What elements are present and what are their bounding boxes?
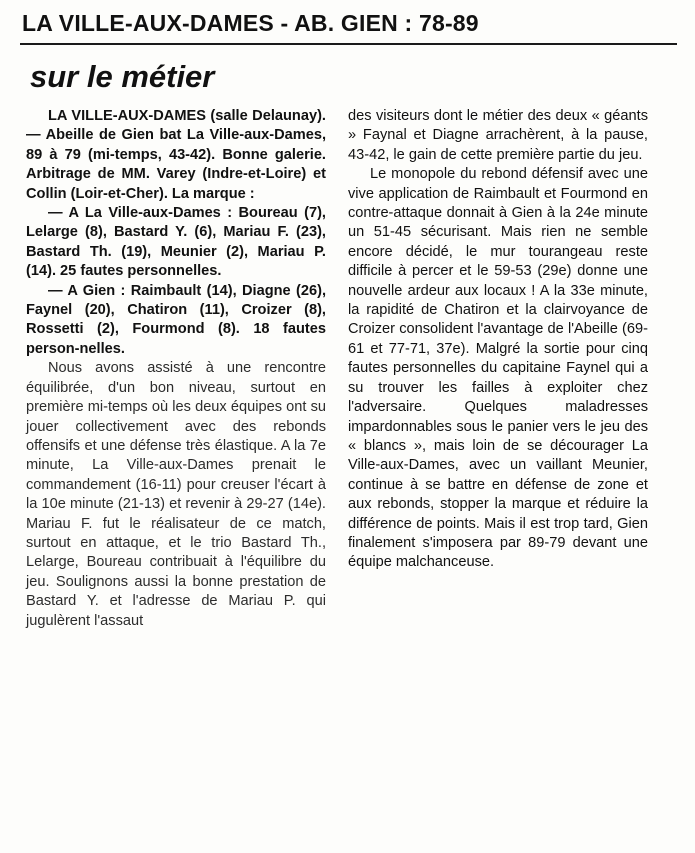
right-column <box>348 107 648 631</box>
article-kicker: LA VILLE-AUX-DAMES - AB. GIEN : 78-89 <box>22 10 479 36</box>
lineup-gien-lead: — A Gien : <box>48 282 126 299</box>
article-body <box>0 101 695 631</box>
lineup-vad-lead: — A La Ville-aux-Dames : <box>48 205 233 222</box>
lineup-gien <box>26 282 326 360</box>
lineup-gien-text: Raimbault (14), Diagne (26), Faynel (20), Chatiron (11), Croizer (8), Rossetti (2), Fourmond (8). 18 fautes person-nelles. <box>26 282 326 357</box>
lede-lead: LA VILLE-AUX-DAMES (salle Delaunay). — <box>26 108 326 144</box>
match-report-paragraph-1: Nous avons assisté à une rencontre équilibrée, d'un bon niveau, surtout en première mi-temps où les deux équipes ont su jouer collectivement avec des rebonds offensifs et une défense très élastique. A la 7e minute, La Ville-aux-Dames prenait le commandement (16-11) pour creuser l'écart à la 10e minute (21-13) et revenir à 29-27 (14e). Mariau F. fut le réalisateur de ce match, surtout en attaque, et le trio Bastard Th., Lelarge, Boureau contribuait à l'équilibre du jeu. Soulignons aussi la bonne prestation de Bastard Y. et l'adresse de Mariau P. qui jugulèrent l'assaut <box>26 360 326 629</box>
match-report-paragraph-2: des visiteurs dont le métier des deux « géants » Faynal et Diagne arrachèrent, à la pause, 43-42, le gain de cette première partie du jeu. <box>348 108 648 163</box>
left-column <box>26 107 326 631</box>
lede-paragraph <box>26 107 326 204</box>
lede-text: Abeille de Gien bat La Ville-aux-Dames, 89 à 79 (mi-temps, 43-42). Bonne galerie. Arbitrage de MM. Varey (Indre-et-Loire) et Collin (Loir-et-Cher). La marque : <box>26 127 326 202</box>
page-title: sur le métier <box>30 59 215 94</box>
match-report-paragraph-3: Le monopole du rebond défensif avec une vive application de Raimbault et Fourmond en contre-attaque donnait à Gien à la 24e minute un 51-45 sécurisant. Mais rien ne semble encore décidé, le mur tourangeau reste difficile à percer et le 59-53 (29e) donne une nouvelle ardeur aux locaux ! A la 33e minute, la rapidité de Chatiron et la clairvoyance de Croizer consolident l'avantage de l'Abeille (69-61 et 77-71, 37e). Malgré la sortie pour cinq fautes personnelles du capitaine Faynel qui a su trouver les failles à exploiter chez l'adversaire. Quelques maladresses impardonnables sous le panier vers le jeu des « blancs », mais loin de se décourager La Ville-aux-Dames, avec un vaillant Meunier, continue à se battre en défense de zone et aux rebonds, stopper la marque et réduire la différence de points. Mais il est trop tard, Gien finalement s'imposera par 89-79 devant une équipe malchanceuse. <box>348 166 648 571</box>
lineup-vad-text: Boureau (7), Lelarge (8), Bastard Y. (6), Mariau F. (23), Bastard Th. (19), Meunier (2), Mariau P. (14). 25 fautes personnelles. <box>26 205 326 280</box>
lineup-ville-aux-dames <box>26 204 326 282</box>
